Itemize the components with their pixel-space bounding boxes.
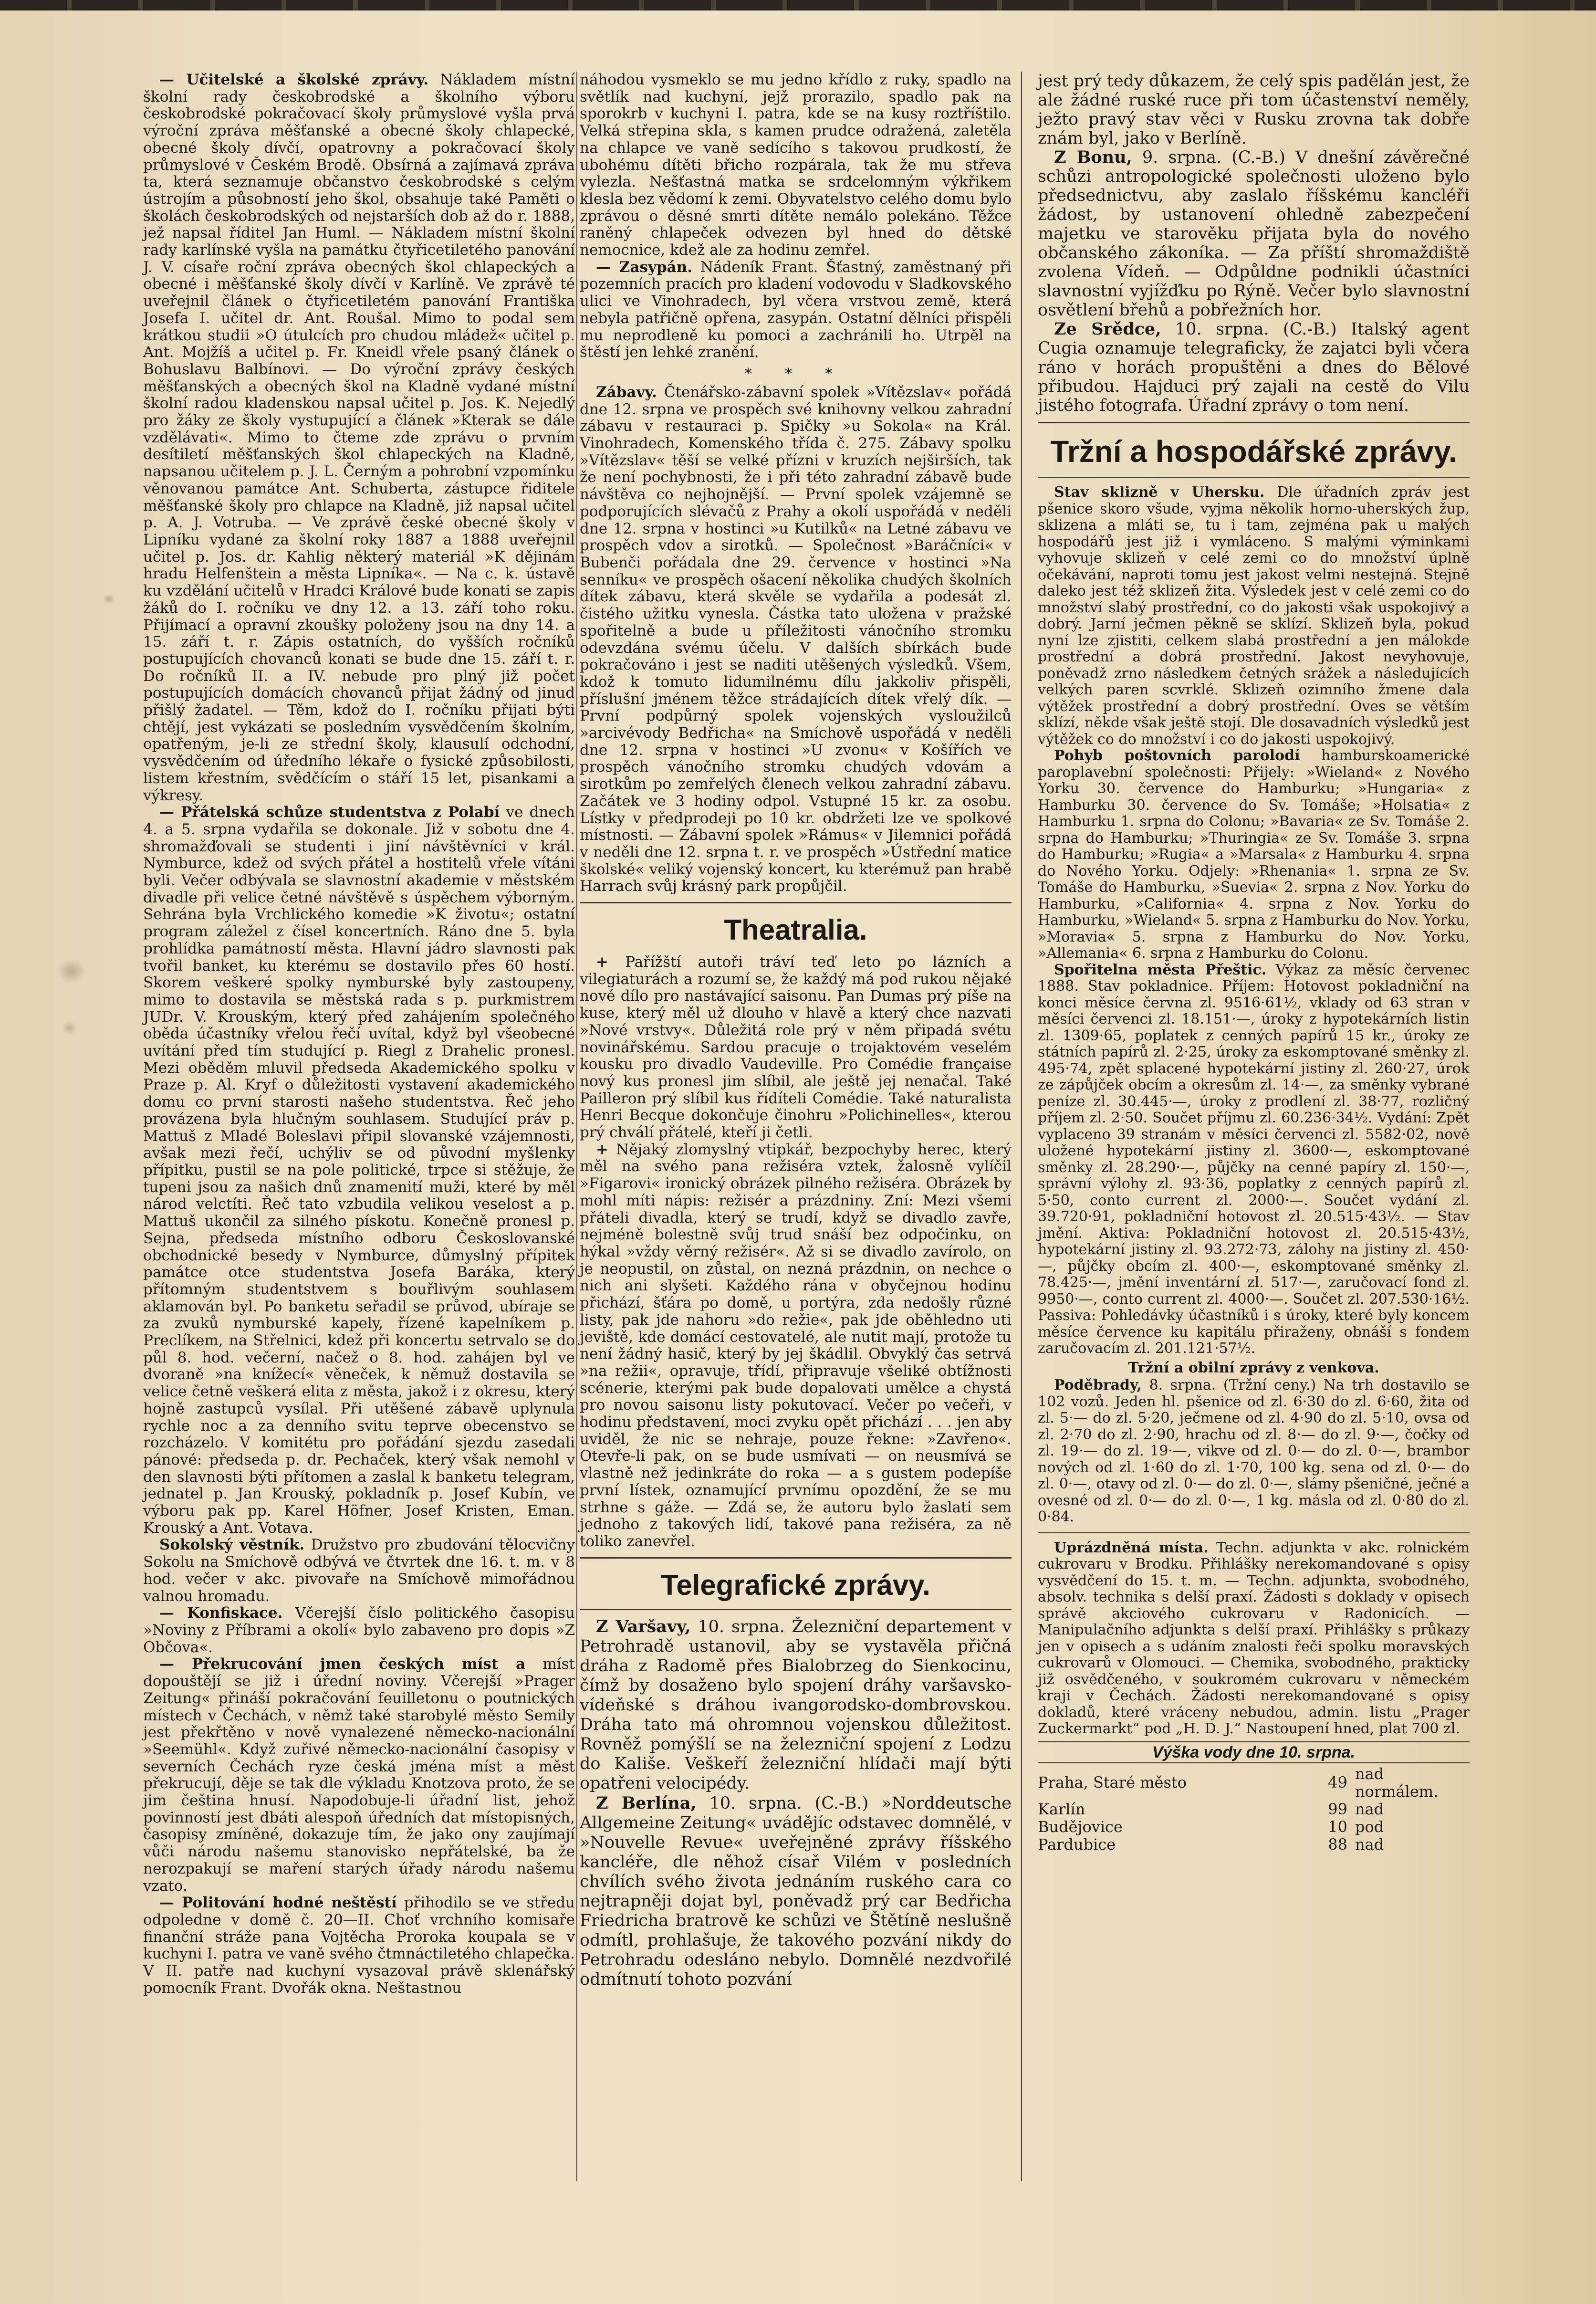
theatre-heading: Theatralia. (724, 914, 867, 946)
article-text: Nádeník Frant. Šťastný, zaměstnaný při pozemních pracích pro kladení vodovodu v Sladkovského ulici ve Vinohradech, byl včera vrstvou země, která nebyla patřičně opřena, zasypán. Ostatní dělníci přispěli mu neprodleně ku pomoci a zachránili ho. Utrpěl na štěstí jen lehké zranění. (580, 258, 1012, 361)
column-divider (576, 72, 577, 2181)
article-paragraph (1038, 748, 1470, 962)
article-rubric: Z Berlína, (596, 1793, 697, 1813)
article-rubric: Ze Srědce, (1054, 319, 1161, 339)
article-text: Družstvo pro zbudování tělocvičny Sokolu na Smíchově odbývá ve čtvrtek dne 16. t. m. v 8 hod. večer v akc. pivovaře na Smíchově mimořádnou valnou hromadu. (143, 1536, 575, 1605)
article-rubric: — Zasypán. (596, 258, 693, 276)
paper-stain (57, 959, 86, 983)
section-rule (580, 1609, 1012, 1610)
section-rule (580, 1557, 1012, 1559)
article-paragraph (580, 384, 1012, 895)
article-text: ve dnech 4. a 5. srpna vydařila se dokonale. Již v sobotu dne 4. shromažďovali se studenti i jiní návštěvníci v král. Nymburce, kdež od svých přátel a hostitelů vřele vítáni byli. Večer odbývala se slavnostní akademie v městském divadle při velice četné návštěvě s úspěchem výborným. Sehrána byla Vrchlického komedie »K životu«; ostatní program záležel z čísel koncertních. Ráno dne 5. byla prohlídka památností města. Hlavní jádro slavnosti pak tvořil banket, ku kterému se dostavilo přes 60 hostí. Skorem veškeré spolky nymburské byly zastoupeny, mimo to dostavila se městská rada s p. purkmistrem JUDr. V. Krouským, který před zahájením společného oběda účastníky vřelou řečí uvítal, když byl všeobecné uvítání před tím studující p. Riegl z Drahelic pronesl. Mezi oběděm mluvil předseda Akademického spolku v Praze p. Al. Kryf o důležitosti vystavení akademického domu co první starosti našeho studentstva. Řeč jeho provázena byla hlučným souhlasem. Studující práv p. Mattuš z Mladé Boleslavi připil slovanské vzájemnosti, avšak mezi řečí, uchýliv se od původní myšlenky přípitku, pustil se na pole politické, trpce si stěžuje, že tupeni jsou za našich dnů znamenití muži, které by měl národ velctíti. Řeč tato vzbudila velikou veselost a p. Mattuš ukončil za silného pískotu. Konečně pronesl p. Sejna, předseda místního odboru Českoslovanské obchodnické besedy v Nymburce, důmyslný přípitek památce otce studentstva Josefa Baráka, který přítomným studentstvem s bouřlivým souhlasem aklamován byl. Po banketu seřadil se průvod, ubíraje se za zvuků nymburské kapely, řízené kapelníkem p. Preclíkem, na Střelnici, kdež při koncertu setrvalo se do půl 8. hod. večerní, načež o 8. hod. zahájen byl ve dvoraně »na knížecí« věneček, k němuž dostavila se velice četně veškerá elita z města, jakož i z okresu, který hojně zastupců vysílal. Při utěšené zábavě uplynula rychle noc a za denního svitu teprve obecenstvo se rozcházelo. V komitétu pro pořádání sjezdu zasedali pánové: předseda p. dr. Pechaček, který však nemohl v den slavnosti býti přítomen a zaslal k banketu telegram, jednatel p. Jan Krouský, pokladník p. Josef Kubín, ve výboru pak pp. Karel Höfner, Josef Kristen, Eman. Krouský a Ant. Votava. (143, 804, 575, 1537)
section-rule (580, 902, 1012, 903)
article-rubric: — Politování hodné neštěstí (159, 1894, 397, 1912)
article-rubric: + (596, 953, 608, 971)
column-middle (580, 72, 1012, 1990)
water-place: Karlín (1038, 1800, 1085, 1818)
article-rubric: Z Bonu, (1054, 147, 1132, 167)
article-rubric: Pohyb poštovních parolodí (1054, 747, 1300, 764)
article-text: hamburskoamerické paroplavební společnosti: Přijely: »Wieland« z Nového Yorku 30. července do Hamburku; »Hungaria« z Hamburku 30. července do Sv. Tomáše; »Holsatia« z Hamburku 1. srpna do Colonu; »Bavaria« ze Sv. Tomáše 2. srpna do Hamburku; »Thuringia« ze Sv. Tomáše 3. srpna do Hamburku; »Rugia« a »Marsala« z Hamburku 4. srpna do Nového Yorku. Odjely: »Rhenania« 1. srpna ze Sv. Tomáše do Hamburku, »Suevia« 2. srpna z Nov. Yorku do Hamburku, »California« 4. srpna z Nov. Yorku do Hamburku, »Wieland« 5. srpna z Hamburku do Nov. Yorku, »Moravia« 5. srpna z Hamburku do Nov. Yorku, »Allemania« 6. srpna z Hamburku do Colonu. (1038, 747, 1470, 962)
water-level: nad normálem. (1355, 1764, 1439, 1801)
article-paragraph (143, 1537, 575, 1605)
column-divider (1021, 72, 1022, 2181)
article-text: 10. srpna. (C.-B.) »Norddeutsche Allgemeine Zeitung« uvádějíc odstavec domnělé, v »Nouvelle Revue« uveřejněné zprávy říšského kancléře, dle něhož císař Vilém v posledních chvílích svého života jednáním ruského cara co nejtrapněji dojat byl, poněvadž prý car Bedřicha Friedricha bratrově ke schůzi ve Štětíně neslušně odmítl, prohlašuje, že takového pozvání nikdy do Petrohradu odesláno nebylo. Domnělé nezdvořilé odmítnutí tohoto pozvání (580, 1793, 1012, 1989)
column-right (1038, 72, 1470, 1854)
article-text: náhodou vysmeklo se mu jedno křídlo z ruky, spadlo na světlík nad kuchyní, jejž prorazilo, spadlo pak na sporokrb v kuchyni I. patra, kde se na kusy roztříštilo. Velká střepina skla, s kamen prudce odražená, zaletěla na chlapce ve vaně sedícího s takovou prudkostí, že ubohému dítěti břicho rozpárala, tak že mu střeva vylezla. Nešťastná matka se srdcelomným výkřikem klesla bez vědomí k zemi. Obyvatelstvo celého domu bylo zprávou o děsné smrti dítěte nemálo polekáno. Těžce raněný chlapeček odvezen byl hned do dětské nemocnice, kdež ale za hodinu zemřel. (580, 71, 1012, 259)
article-paragraph (143, 804, 575, 1537)
article-paragraph (580, 259, 1012, 361)
article-rubric: Spořitelna města Přeštic. (1054, 961, 1267, 978)
farm-subheading: Tržní a obilní zprávy z venkova. (1128, 1359, 1379, 1376)
article-rubric: Poděbrady, (1054, 1377, 1142, 1393)
article-rubric: — Překrucování jmen českých míst a (159, 1655, 526, 1673)
section-rule (1038, 1532, 1470, 1533)
article-paragraph (1038, 148, 1470, 320)
article-paragraph (580, 1142, 1012, 1550)
article-paragraph (143, 1605, 575, 1656)
water-level: pod (1355, 1817, 1384, 1836)
article-rubric: — Učitelské a školské zprávy. (159, 71, 429, 88)
water-level: nad (1355, 1800, 1384, 1818)
paper-stain (62, 1021, 76, 1035)
article-text: 8. srpna. (Tržní ceny.) Na trh dostavilo se 102 vozů. Jeden hl. pšenice od zl. 6·30 do zl. 6·60, žita od zl. 5·— do zl. 5·20, ječmene od zl. 4·90 do zl. 5·10, ovsa od zl. 2·70 do zl. 2·90, hrachu od zl. 8·— do zl. 9·—, čočky od zl. 19·— do zl. 19·—, vikve od zl. 0·— do zl. 0·—, brambor nových od zl. 1·60 do zl. 1·70, 100 kg. sena od zl. 0·— do zl. 0·—, otavy od zl. 0·— do zl. 0·—, slámy pšeničné, ječné a ovesné od zl. 0·— do zl. 0·—, 1 kg. másla od zl. 0·80 do zl. 0·84. (1038, 1377, 1470, 1525)
water-value: 10 (1328, 1817, 1347, 1836)
section-rule (1038, 477, 1470, 478)
article-text: jest prý tedy důkazem, že celý spis padělán jest, že ale žádné ruské ruce při tom účastenství neměly, ježto pravý stav věci v Rusku zrovna tak dobře znám byl, jako v Berlíně. (1038, 72, 1470, 148)
article-text: 10. srpna. Železniční departement v Petrohradě ustanovil, aby se vystavěla přičná dráha z Radomě přes Bialobrzeg do Sienkocinu, čímž by dosaženo bylo spojení dráhy varšavsko-vídeňské s dráhou ivangorodsko-dombrovskou. Dráha tato má ohromnou vojenskou důležitost. Rovněž pomýšlí se na železniční spojení z Lodzu do Kališe. Veškeří železniční hlídači mají býti opatřeni velocipédy. (580, 1617, 1012, 1793)
column-left (143, 72, 575, 1997)
section-stars: * * * (744, 365, 847, 382)
article-text: Nákladem místní školní rady českobrodské a školního výboru českobrodské pokračovací školy průmyslové vyšla prvá výroční zpráva měšťanské a obecné školy chlapecké, obecné školy dívčí, opatrovny a pokračovací školy průmyslové v Českém Brodě. Obsírná a zajímavá zpráva ta, která seznamuje občanstvo českobrodské s celým ústrojím a působností jeho škol, obsahuje také Paměti o školách českobrodských od nejstarších dob až do r. 1888, jež napsal říditel Jan Huml. — Nákladem místní školní rady karlínské vyšla na památku čtyřicetiletého panování J. V. císaře roční zpráva obecných škol chlapeckých a obecné i měšťanské školy dívčí v Karlíně. Ve zprávě té uveřejnil článek o čtyřicetiletém panování Františka Josefa I. učitel dr. Ant. Roušal. Mimo to podal sem krátkou studii »O útulcích pro chudou mládež« učitel p. Ant. Mojžíš a učitel p. Fr. Kneidl vřele psaný článek o Bohuslavu Balbínovi. — Do výroční zprávy českých měšťanských a obecných škol na Kladně vydané místní školní radou kladenskou napsal učitel p. Jos. K. Nejedlý pro žáky ze školy vystupující a článek »Kterak se dále vzdělávati«. Mimo to čteme zde zprávu o prvním desítiletí měšťanských škol chlapeckých na Kladně, napsanou učitelem p. J. L. Černým a pohrobní vzpomínku věnovanou památce Ant. Schuberta, zástupce řiditele měšťanské školy pro chlapce na Kladně, již napsal učitel p. A. J. Votruba. — Ve zprávě české obecné školy v Lipníku vydané za školní roky 1887 a 1888 uveřejnil učitel p. Jos. dr. Kahlig některý materiál »K dějinám hradu Helfenštein a města Lipníka«. — Na c. k. ústavě ku vzdělání učitelů v Hradci Králové bude konati se zapis žáků do I. ročníku ve dny 12. a 13. září toho roku. Přijímací a opravní zkoušky položeny jsou na dny 14. a 15. září t. r. Zápis ostatních, do vyšších ročníků postupujících chovanců konati se bude dne 15. září t. r. Do ročníků II. a IV. nebude pro plný již počet postupujících domácích chovanců přijat žádný od jinud přišlý žadatel. — Těm, kdož do I. ročníku přijati býti chtějí, jest vykázati se posledním vysvědčením školním, opatřeným, je-li ze střední školy, klausulí odchodní, vysvědčením od úředního lékaře o fysické způsobilosti, listem křestním, svědčícím o stáří 15 let, pisankami a výkresy. (143, 71, 575, 804)
article-rubric: Zábavy. (596, 383, 657, 401)
water-value: 88 (1328, 1835, 1347, 1854)
article-paragraph (1038, 484, 1470, 748)
table-row (1038, 1801, 1470, 1818)
water-place: Budějovice (1038, 1817, 1123, 1836)
article-text: Výkaz za měsíc červenec 1888. Stav pokladnice. Příjem: Hotovost pokladniční na konci měsíce června zl. 9516·61½, vklady od 63 stran v měsíci červenci zl. 18.151·—, úroky z hypotekárních listin zl. 1309·65, poplatek z cenných papírů 15 kr., úroky ze státních papírů zl. 2·25, úroky za eskomptované směnky zl. 495·74, zpět splacené hypotekární jistiny zl. 260·27, úrok ze zápůjček obcím a okresům zl. 14·—, za směnky vybrané peníze zl. 30.445·—, úroky z prodlení zl. 38·77, rozličný příjem zl. 2·50. Součet příjmu zl. 60.236·34½. Vydání: Zpět vyplaceno 39 stranám v měsíci červenci zl. 5582·02, nově uložené hypotekární jistiny zl. 3600·—, eskomptované směnky zl. 28.290·—, půjčky na cenné papíry zl. 150·—, správní výlohy zl. 93·36, poplatky z cenných papírů zl. 5·50, conto current zl. 2000·—. Součet vydání zl. 39.720·91, pokladniční hotovost zl. 20.515·43½. — Stav jmění. Aktiva: Pokladniční hotovost zl. 20.515·43½, hypotekární jistiny zl. 93.272·73, zálohy na jistiny zl. 450·—, půjčky obcím zl. 400·—, eskomptované směnky zl. 78.425·—, jmění inventární zl. 517·—, zaručovací fond zl. 9950·—, conto current zl. 4000·—. Součet zl. 207.530·16½. Passiva: Pohledávky účastníků i s úroky, které byly koncem měsíce července ku kapitálu přiraženy, obnáší s fondem zaručovacím zl. 201.121·57½. (1038, 961, 1470, 1357)
article-paragraph (1038, 1540, 1470, 1738)
article-rubric: + (596, 1141, 608, 1158)
article-paragraph (143, 1656, 575, 1895)
article-rubric: — Konfiskace. (159, 1604, 283, 1622)
article-text: 9. srpna. (C.-B.) V dnešní závěrečné schůzi antropologické společnosti uloženo bylo předsednictvu, aby zaslalo říšskému kancléři žádost, by ustanovení ohledně zabezpečení majetku ve starověku přijata byla do nového občanského zákoníka. — Za příští shromaždiště zvolena Vídeň. — Odpůldne podnikli účastníci slavnostní vyjížďku po Rýně. Večer bylo slavnostní osvětlení břehů a pobřežních hor. (1038, 148, 1470, 320)
market-section (1038, 484, 1470, 1854)
water-value: 49 (1328, 1773, 1347, 1791)
article-paragraph (143, 1895, 575, 1997)
article-paragraph (580, 954, 1012, 1142)
top-edge-band (0, 0, 1596, 10)
water-place: Praha, Staré město (1038, 1773, 1187, 1791)
article-paragraph (143, 72, 575, 804)
article-text: 10. srpna. (C.-B.) Italský agent Cugia oznamuje telegraficky, že zajatci byli včera ráno v horách propuštěni a dnes do Bělové přibudou. Hajduci prý zajali na cestě do Vilu jistého fotografa. Úřadní zprávy o tom není. (1038, 320, 1470, 415)
article-text: Techn. adjunkta v akc. rolnickém cukrovaru v Brodku. Přihlášky nerekomandované s opisy vysvědčení do 15. t. m. — Techn. adjunkta, svobodného, absolv. technika s delší praxí. Žádosti s doklady v opisech správě akciového cukrovaru v Radonicích. — Manipulačního adjunkta s delší praxí. Přihlášky s průkazy jen v opisech a s udáním znalosti řeči spolku moravských cukrovarů v Olomouci. — Chemika, svobodného, prakticky již osvědčeného, v soukromém cukrovaru v německém kraji v Čechách. Žádosti nerekomandované s opisy dokladů, které vráceny nebudou, admin. listu „Prager Zuckermarkt“ pod „H. D. J.“ Nastoupení hned, plat 700 zl. (1038, 1539, 1470, 1737)
article-text: míst dopouštějí se již i úřední noviny. Včerejší »Prager Zeitung« přináší pokračování feuilletonu o poutnických místech v Čechách, v němž také starobylé město Semily jest překřtěno v nově vynalezené německo-nacionální »Seemühl«. Když zuřivé německo-nacionální časopisy v severních Čechách ryze česká jména míst a měst překrucují, děje se tak dle výkladu Knotzova proto, že se jim čeština hnusí. Napodobuje-li úřadní list, jehož povinností jest dbáti alespoň úředních dat místopisných, časopisy zmíněné, dokazuje tím, že jako ony zaujímají vůči národu našemu stanovisko nepřátelské, ba že nerozpakují se maření starých úřady národu našemu vzato. (143, 1655, 575, 1895)
article-rubric: — Přátelská schůze studentstva z Polabí (159, 804, 500, 821)
article-paragraph (1038, 72, 1470, 148)
water-level-table (1038, 1765, 1470, 1854)
article-paragraph (1038, 962, 1470, 1357)
article-paragraph (1038, 1377, 1470, 1526)
table-row (1038, 1818, 1470, 1836)
table-row (1038, 1836, 1470, 1854)
article-paragraph (580, 72, 1012, 259)
water-value: 99 (1328, 1800, 1347, 1818)
article-text: přihodilo se ve středu odpoledne v domě č. 20—II. Choť vrchního komisaře finanční stráže pana Vojtěcha Proroka koupala se v kuchyni I. patra ve vaně svého čtmnáctiletého chlapečka. V II. patře nad kuchyní vysazoval právě sklenářský pomocník Frant. Dvořák okna. Neštastnou (143, 1894, 575, 1997)
article-text: Včerejší číslo politického časopisu »Noviny z Příbrami a okolí« bylo zabaveno pro dopis »Z Občova«. (143, 1604, 575, 1656)
article-rubric: Sokolský věstník. (159, 1536, 305, 1554)
article-text: Dle úřadních zpráv jest pšenice skoro všude, vyjma několik horno-uherských žup, sklizena a mláti se, tu i tam, zejména pak u malých hospodářů jest již i vymláceno. S malými výminkami vyhovuje sklizeň v celé zemi co do množství úplně očekávání, naproti tomu jest jakost velmi nestejná. Stejně daleko jest též sklizeň žita. Výsledek jest v celé zemi co do množství slabý prostřední, co do jakosti však uspokojivý a dobrý. Jarní ječmen pěkně se sklízí. Sklizeň byla, pokud nyní lze zjistiti, celkem slabá prostřední a jen málokde prostřední a dobrá prostřední. Jakost nevyhovuje, poněvadž zrno následkem četných srážek a následujících velkých paren scvrklé. Sklizeň ozimního žmene dala výtěžek prostřední a dobrý prostřední. Oves se větším sklízí, někde však ještě stojí. Dle dosavadních výsledků jest výtěžek co do množství i co do jakosti uspokojivý. (1038, 484, 1470, 748)
article-rubric: Z Varšavy, (596, 1616, 691, 1636)
article-paragraph (580, 1617, 1012, 1793)
article-paragraph (580, 1793, 1012, 1990)
water-level-heading: Výška vody dne 10. srpna. (1038, 1741, 1470, 1763)
table-row (1038, 1765, 1470, 1801)
article-rubric: Stav sklizně v Uhersku. (1054, 484, 1265, 501)
water-place: Pardubice (1038, 1835, 1116, 1854)
article-text: Nějaký zlomyslný vtipkář, bezpochyby herec, který měl na svého pana režiséra vztek, žalosně vylíčil »Figarovi« ironický obrázek pilného režiséra. Obrázek by mohl míti nápis: režisér a prázdniny. Zní: Mezi všemi přáteli divadla, který se trudí, když se divadlo zavře, nejméně bolestně svůj trud snáší bez odpočinku, on hýkal »vždy věrný režisér«. Až si se divadlo zavírolo, on je neopustil, on zůstal, on nezná prázdnin, on nechce o nich ani slyšeti. Každého rána v obyčejnou hodinu přichází, šťára po domě, u portýra, zda nedošly různé listy, pak jde nahoru »do režie«, pak jde oběhledno uti jeviště, kde domácí cestovatelé, ale nutit mají, protože tu není žádný hasič, který by jej škádlil. Obvyklý čas setrvá »na režii«, opravuje, třídí, připravuje všeliké obtížnosti scénerie, kterými pak bude dopalovati umělce a chystá pro novou saisonu listy pokutovací. Večer po večeři, v hodinu představení, moci zvyku opět přichází . . . jen aby uviděl, že nic se nehraje, pouze řekne: »Zavřeno«. Otevře-li pak, on se bude usmívati — on neusmívá se vlastně než jedinkráte do roka — a s gustem podepíše první lístek, oznamující prvnímu opozdění, že se mu strhne s gáže. — Zdá se, že autoru bylo žaslati sem jednoho z takových lidí, takové pana režiséra, za ně toliko zanevřel. (580, 1141, 1012, 1550)
section-rule (1038, 422, 1470, 423)
article-text: Čtenářsko-zábavní spolek »Vítězslav« pořádá dne 12. srpna ve prospěch své knihovny velkou zahradní zábavu v restauraci p. Spičky »u Sokola« na Král. Vinohradech, Komenského třída č. 275. Zábavy spolku »Vítězslav« těší se velké přízni v kruzích nejširších, tak že není pochybnosti, že i při této zahradní zábavě bude návštěva co nejhojnější. — První spolek vzájemně se podporujících slévačů z Prahy a okolí uspořádá v neděli dne 12. srpna v hostinci »u Kutilků« na Letné zábavu ve prospěch vdov a sirotků. — Společnost »Baráčníci« v Bubenči pořádala dne 29. července v hostinci »Na senníku« ve prospěch ošacení několika chudých školních dítek zábavu, která skvěle se vydařila a podesát zl. čistého užitku vynesla. Částka tato uložena v pražské spořitelně a bude u příležitosti vánočního stromku odevzdána svému účelu. V dalších sbírkách bude pokračováno i jest se naditi utěšených výsledků. Všem, kdož k tomuto lidumilnému dílu jakkoliv přispěli, příslušní jménem těžce strádajících dítek vřelý dík. — První podpůrný spolek vojenských vysloužilců »arcivévody Bedřicha« na Smíchově uspořádá v neděli dne 12. srpna v hostinci »U zvonu« v Košířích ve prospěch vánočního stromku chudých vdovám a sirotkům po zemřelých členech velkou zahradní zábavu. Začátek ve 3 hodiny odpol. Vstupné 15 kr. za osobu. Lístky v předprodeji po 10 kr. obdržeti lze ve spolkové místnosti. — Zábavní spolek »Rámus« v Jilemnici pořádá v neděli dne 12. srpna t. r. ve prospěch »Ústřední matice školské« veliký vojenský koncert, ku kterémuž pan hrabě Harrach svůj krásný park propůjčil. (580, 383, 1012, 895)
article-text: Pařížští autoři tráví teď leto po lázních a vilegiaturách a rozumí se, že každý má pod rukou nějaké nové dílo pro nastávající saisonu. Pan Dumas prý píše na kuse, který měl už dlouho v hlavě a který chce nazvati »Nové vrstvy«. Důležitá role prý v něm připadá svétu novinářskému. Sardou pracuje o trojaktovém veselém kousku pro divadlo Vaudeville. Pro Comédie française nový kus pronesl jim slíbil, ale ještě jej nenačal. Také Pailleron prý slíbil kus řídíteli Comédie. Také naturalista Henri Becque dokončuje činohru »Polichinelles«, kterou prý chválí přátelé, kteří ji četli. (580, 953, 1012, 1142)
article-rubric: Uprázdněná místa. (1054, 1539, 1209, 1556)
water-level: nad (1355, 1835, 1384, 1854)
article-paragraph (1038, 320, 1470, 415)
telegraph-heading: Telegrafické zprávy. (661, 1569, 930, 1601)
paper-stain (103, 594, 115, 604)
market-heading: Tržní a hospodářské zprávy. (1050, 434, 1457, 469)
